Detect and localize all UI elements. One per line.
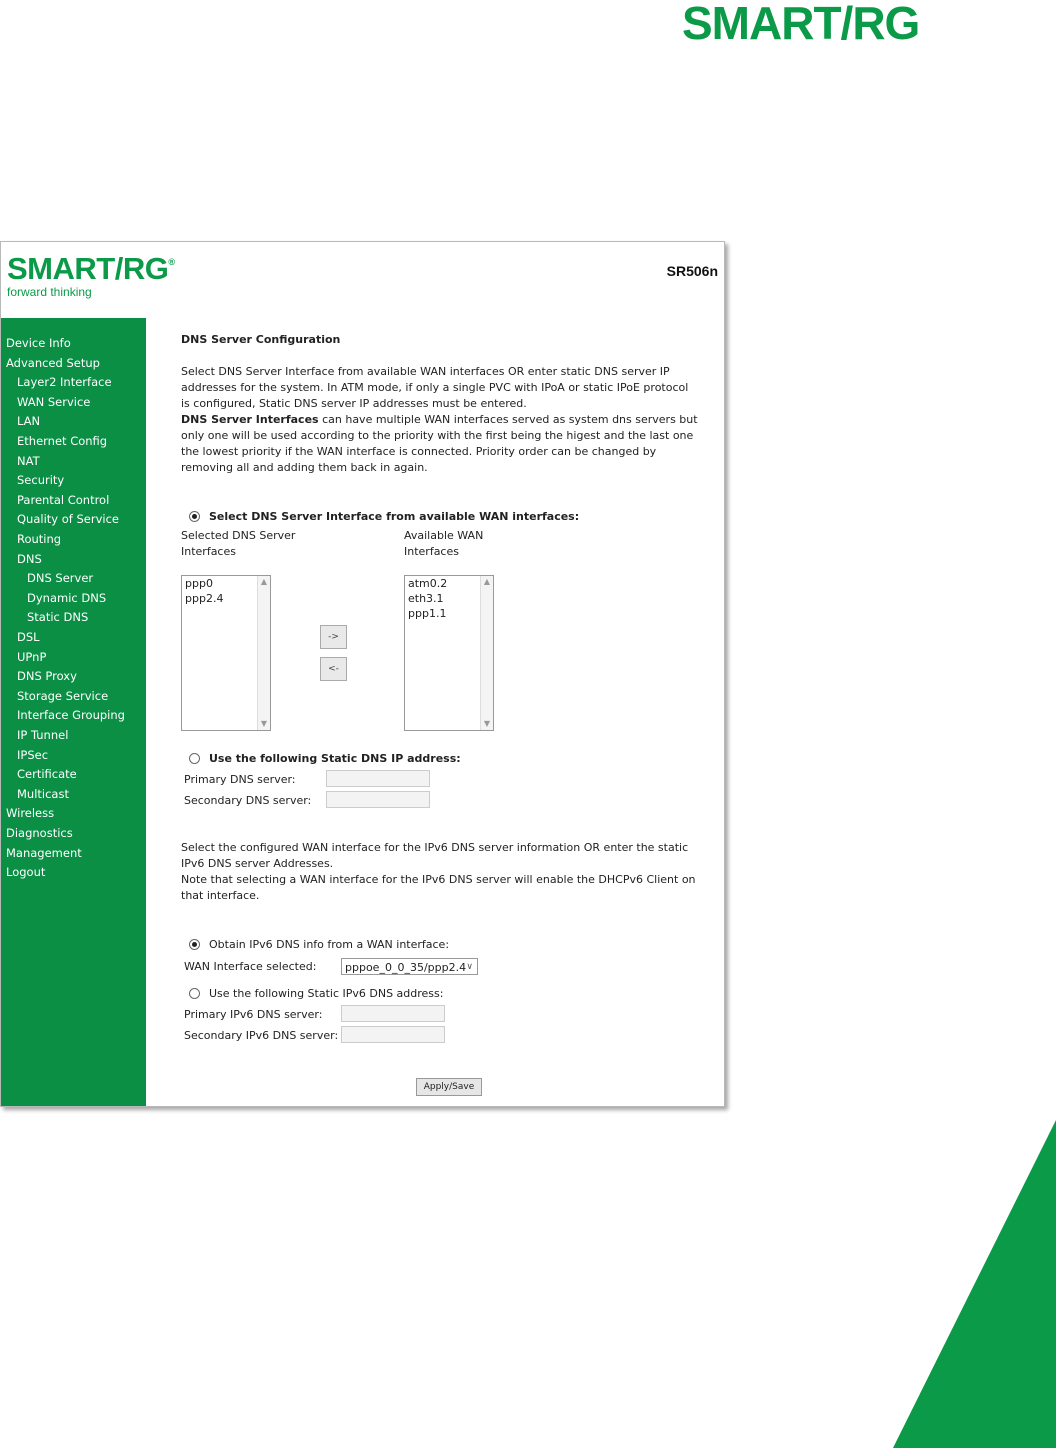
selected-header-line: Interfaces: [181, 545, 236, 558]
sidebar-item-security[interactable]: Security: [17, 473, 65, 487]
registered-mark: ®: [168, 257, 175, 267]
radio-select-interface-label: Select DNS Server Interface from available WAN interfaces:: [209, 510, 580, 523]
scrollbar[interactable]: [257, 576, 270, 730]
sidebar-item-dns[interactable]: DNS: [17, 552, 42, 566]
ipv6-text-line: that interface.: [181, 889, 260, 902]
selected-interfaces-list[interactable]: [181, 575, 271, 731]
move-right-button[interactable]: ->: [320, 625, 347, 649]
radio-static-dns-row[interactable]: [189, 751, 461, 767]
radio-obtain-ipv6[interactable]: [189, 939, 200, 950]
ipv6-description: [181, 840, 717, 904]
sidebar-item-nat[interactable]: NAT: [17, 454, 40, 468]
list-item[interactable]: ppp2.4: [185, 592, 224, 605]
primary-ipv6-label: Primary IPv6 DNS server:: [184, 1008, 323, 1021]
sidebar-item-dsl[interactable]: DSL: [17, 630, 40, 644]
sidebar-item-parental-control[interactable]: Parental Control: [17, 493, 110, 507]
list-item[interactable]: atm0.2: [408, 577, 448, 590]
secondary-dns-input[interactable]: [326, 791, 430, 808]
intro-text: [181, 364, 717, 476]
move-left-button[interactable]: <-: [320, 657, 347, 681]
secondary-dns-label: Secondary DNS server:: [184, 794, 312, 807]
primary-dns-input[interactable]: [326, 770, 430, 787]
intro-line: [181, 412, 717, 428]
sidebar-item-diagnostics[interactable]: Diagnostics: [6, 826, 73, 840]
ipv6-text-line: Note that selecting a WAN interface for the IPv6 DNS server will enable the DHCPv6 Client on: [181, 873, 696, 886]
chevron-down-icon[interactable]: ∨: [466, 962, 473, 972]
primary-dns-label: Primary DNS server:: [184, 773, 296, 786]
scrollbar[interactable]: [480, 576, 493, 730]
router-ui-screenshot: [0, 241, 725, 1107]
list-item[interactable]: eth3.1: [408, 592, 444, 605]
selected-header-line: Selected DNS Server: [181, 529, 296, 542]
brand-tagline: forward thinking: [7, 285, 92, 299]
sidebar-item-wan-service[interactable]: WAN Service: [17, 395, 91, 409]
available-header-line: Available WAN: [404, 529, 484, 542]
sidebar-item-interface-grouping[interactable]: Interface Grouping: [17, 708, 125, 722]
radio-select-interface-row[interactable]: [189, 509, 579, 525]
scroll-down-icon[interactable]: ▼: [483, 719, 491, 728]
available-interfaces-list[interactable]: [404, 575, 494, 731]
scroll-up-icon[interactable]: ▲: [260, 577, 268, 586]
sidebar-item-logout[interactable]: Logout: [6, 865, 46, 879]
sidebar-item-dns-server[interactable]: DNS Server: [27, 571, 94, 585]
sidebar-item-routing[interactable]: Routing: [17, 532, 62, 546]
available-interfaces-header: [404, 528, 483, 560]
sidebar-item-ipsec[interactable]: IPSec: [17, 748, 49, 762]
secondary-ipv6-input[interactable]: [341, 1026, 445, 1043]
radio-obtain-ipv6-row[interactable]: [189, 937, 449, 953]
model-name: SR506n: [666, 263, 718, 279]
intro-line: removing all and adding them back in again.: [181, 461, 428, 474]
sidebar-item-dns-proxy[interactable]: DNS Proxy: [17, 669, 77, 683]
secondary-ipv6-label: Secondary IPv6 DNS server:: [184, 1029, 339, 1042]
sidebar-item-layer2-interface[interactable]: Layer2 Interface: [17, 375, 112, 389]
brand-name: SMART/RG: [7, 251, 169, 286]
radio-obtain-ipv6-label: Obtain IPv6 DNS info from a WAN interface:: [209, 938, 450, 951]
sidebar-item-quality-of-service[interactable]: Quality of Service: [17, 512, 119, 526]
sidebar-item-multicast[interactable]: Multicast: [17, 787, 69, 801]
sidebar-item-management[interactable]: Management: [6, 846, 82, 860]
available-header-line: Interfaces: [404, 545, 459, 558]
sidebar-item-storage-service[interactable]: Storage Service: [17, 689, 109, 703]
intro-line: Select DNS Server Interface from available WAN interfaces OR enter static DNS server IP: [181, 365, 670, 378]
sidebar-nav: [1, 318, 146, 1106]
list-item[interactable]: ppp1.1: [408, 607, 447, 620]
page-title: DNS Server Configuration: [181, 333, 341, 346]
sidebar-item-certificate[interactable]: Certificate: [17, 767, 77, 781]
sidebar-item-ethernet-config[interactable]: Ethernet Config: [17, 434, 108, 448]
sidebar-item-upnp[interactable]: UPnP: [17, 650, 47, 664]
ipv6-text-line: Select the configured WAN interface for the IPv6 DNS server information OR enter the static: [181, 841, 689, 854]
radio-static-ipv6-row[interactable]: [189, 986, 443, 1002]
intro-line: is configured, Static DNS server IP addresses must be entered.: [181, 397, 527, 410]
intro-line: the lowest priority if the WAN interface is connected. Priority order can be changed by: [181, 445, 657, 458]
wan-interface-select[interactable]: [341, 958, 478, 975]
page-logo: SMART/RG: [682, 0, 920, 49]
sidebar-item-device-info[interactable]: Device Info: [6, 336, 71, 350]
primary-ipv6-input[interactable]: [341, 1005, 445, 1022]
list-item[interactable]: ppp0: [185, 577, 213, 590]
scroll-up-icon[interactable]: ▲: [483, 577, 491, 586]
apply-save-button[interactable]: Apply/Save: [416, 1078, 482, 1096]
intro-line-rest: can have multiple WAN interfaces served as system dns servers but: [318, 413, 698, 426]
radio-static-dns[interactable]: [189, 753, 200, 764]
radio-select-interface[interactable]: [189, 511, 200, 522]
wan-interface-label: WAN Interface selected:: [184, 960, 317, 973]
radio-static-ipv6-label: Use the following Static IPv6 DNS address:: [209, 987, 444, 1000]
radio-static-dns-label: Use the following Static DNS IP address:: [209, 752, 461, 765]
selected-interfaces-header: [181, 528, 295, 560]
ipv6-text-line: IPv6 DNS server Addresses.: [181, 857, 334, 870]
intro-line: addresses for the system. In ATM mode, if only a single PVC with IPoA or static IPoE protocol: [181, 381, 689, 394]
sidebar-item-ip-tunnel[interactable]: IP Tunnel: [17, 728, 69, 742]
sidebar-item-advanced-setup[interactable]: Advanced Setup: [6, 356, 100, 370]
sidebar-item-wireless[interactable]: Wireless: [6, 806, 55, 820]
scroll-down-icon[interactable]: ▼: [260, 719, 268, 728]
sidebar-item-dynamic-dns[interactable]: Dynamic DNS: [27, 591, 107, 605]
radio-static-ipv6[interactable]: [189, 988, 200, 999]
sidebar-item-static-dns[interactable]: Static DNS: [27, 610, 89, 624]
brand-logo: [7, 246, 174, 299]
intro-line: only one will be used according to the priority with the first being the higest and the last one: [181, 429, 694, 442]
intro-bold-term: DNS Server Interfaces: [181, 413, 319, 426]
sidebar-item-lan[interactable]: LAN: [17, 414, 41, 428]
wan-interface-value: pppoe_0_0_35/ppp2.4: [345, 961, 467, 974]
